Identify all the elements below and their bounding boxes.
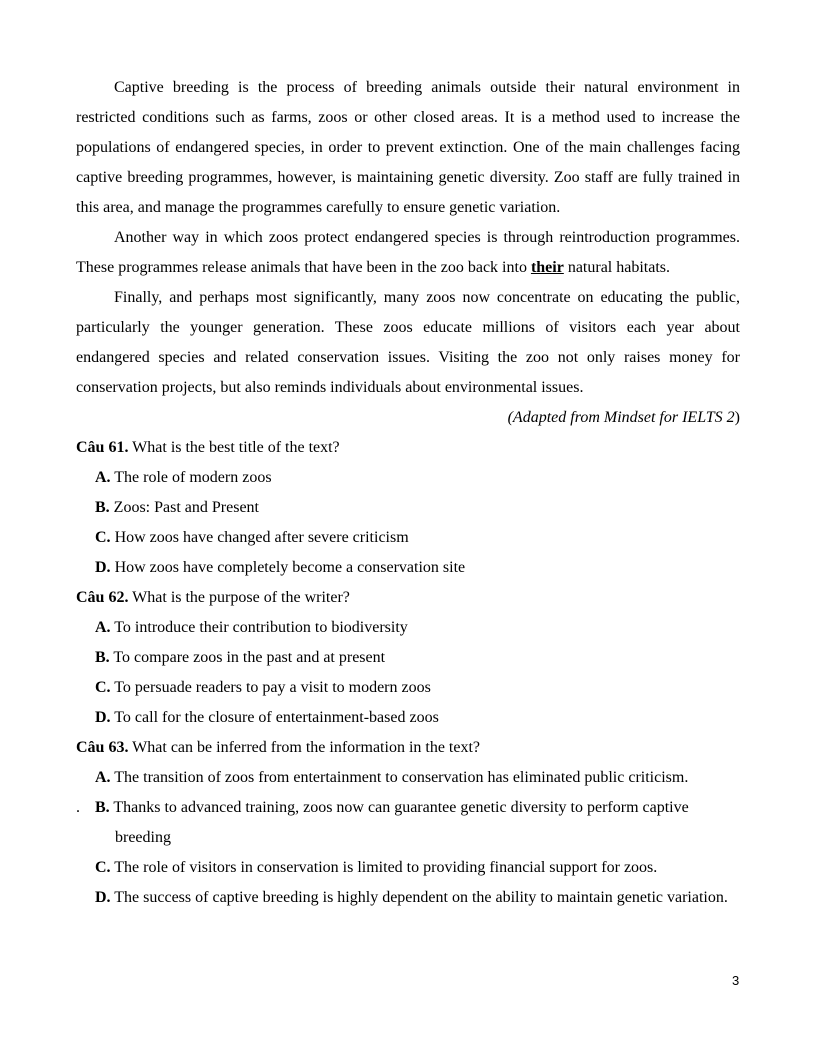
- question-63: [76, 733, 740, 763]
- option-letter: C.: [95, 529, 111, 546]
- question-text: What is the best title of the text?: [128, 439, 340, 456]
- question-number: Câu 61.: [76, 439, 129, 456]
- option-text: Zoos: Past and Present: [109, 499, 259, 516]
- option-62-c[interactable]: [76, 673, 740, 703]
- passage-paragraph-2: [76, 223, 740, 283]
- option-text: How zoos have changed after severe criticism: [110, 529, 409, 546]
- option-letter: D.: [95, 559, 111, 576]
- option-text: How zoos have completely become a conservation site: [110, 559, 466, 576]
- option-63-b[interactable]: [76, 793, 740, 853]
- option-text: The role of visitors in conservation is limited to providing financial support for zoos.: [110, 859, 658, 876]
- option-text: The role of modern zoos: [110, 469, 272, 486]
- source-citation: [76, 403, 740, 433]
- option-text: The success of captive breeding is highly dependent on the ability to maintain genetic variation.: [110, 889, 728, 906]
- underlined-word: their: [530, 259, 564, 276]
- option-text: To compare zoos in the past and at present: [109, 649, 386, 666]
- option-62-a[interactable]: [76, 613, 740, 643]
- option-text: To call for the closure of entertainment-based zoos: [110, 709, 439, 726]
- option-62-d[interactable]: [76, 703, 740, 733]
- question-62: [76, 583, 740, 613]
- question-text: What can be inferred from the information in the text?: [128, 739, 481, 756]
- option-text: To introduce their contribution to biodiversity: [110, 619, 408, 636]
- source-text: (Adapted from Mindset for IELTS 2: [507, 409, 735, 426]
- document-page: [76, 73, 740, 913]
- question-number: Câu 63.: [76, 739, 129, 756]
- option-63-c[interactable]: [76, 853, 740, 883]
- option-61-c[interactable]: [76, 523, 740, 553]
- p2-text-after: natural habitats.: [563, 259, 670, 276]
- option-63-a[interactable]: [76, 763, 740, 793]
- option-text: The transition of zoos from entertainment to conservation has eliminated public criticism.: [110, 769, 689, 786]
- p2-text-before: Another way in which zoos protect endangered species is through reintroduction programmes. These programmes release animals that have been in the zoo back into: [76, 229, 740, 276]
- option-letter: B.: [95, 499, 110, 516]
- option-letter: B.: [95, 649, 110, 666]
- question-61: [76, 433, 740, 463]
- passage-paragraph-1: Captive breeding is the process of breeding animals outside their natural environment in restricted conditions such as farms, zoos or other closed areas. It is a method used to increase the populations of endangered species, in order to prevent extinction. One of the main challenges facing captive breeding programmes, however, is maintaining genetic diversity. Zoo staff are fully trained in this area, and manage the programmes carefully to ensure genetic variation.: [76, 79, 740, 216]
- option-letter: A.: [95, 769, 111, 786]
- option-63-d[interactable]: [76, 883, 740, 913]
- stray-dot: .: [76, 799, 80, 816]
- option-letter: B.: [95, 799, 110, 816]
- option-letter: A.: [95, 619, 111, 636]
- source-close-paren: ): [734, 409, 740, 426]
- option-letter: D.: [95, 709, 111, 726]
- question-text: What is the purpose of the writer?: [128, 589, 350, 606]
- option-text: Thanks to advanced training, zoos now can guarantee genetic diversity to perform captive breeding: [109, 799, 689, 846]
- option-letter: D.: [95, 889, 111, 906]
- option-letter: C.: [95, 679, 111, 696]
- reading-passage: [76, 73, 740, 403]
- question-number: Câu 62.: [76, 589, 129, 606]
- option-text: To persuade readers to pay a visit to modern zoos: [110, 679, 431, 696]
- option-61-b[interactable]: [76, 493, 740, 523]
- passage-paragraph-3: Finally, and perhaps most significantly, many zoos now concentrate on educating the public, particularly the younger generation. These zoos educate millions of visitors each year about endangered species and related conservation issues. Visiting the zoo not only raises money for conservation projects, but also reminds individuals about environmental issues.: [76, 289, 740, 396]
- option-62-b[interactable]: [76, 643, 740, 673]
- option-letter: C.: [95, 859, 111, 876]
- option-61-d[interactable]: [76, 553, 740, 583]
- page-number: 3: [732, 973, 740, 988]
- option-letter: A.: [95, 469, 111, 486]
- option-61-a[interactable]: [76, 463, 740, 493]
